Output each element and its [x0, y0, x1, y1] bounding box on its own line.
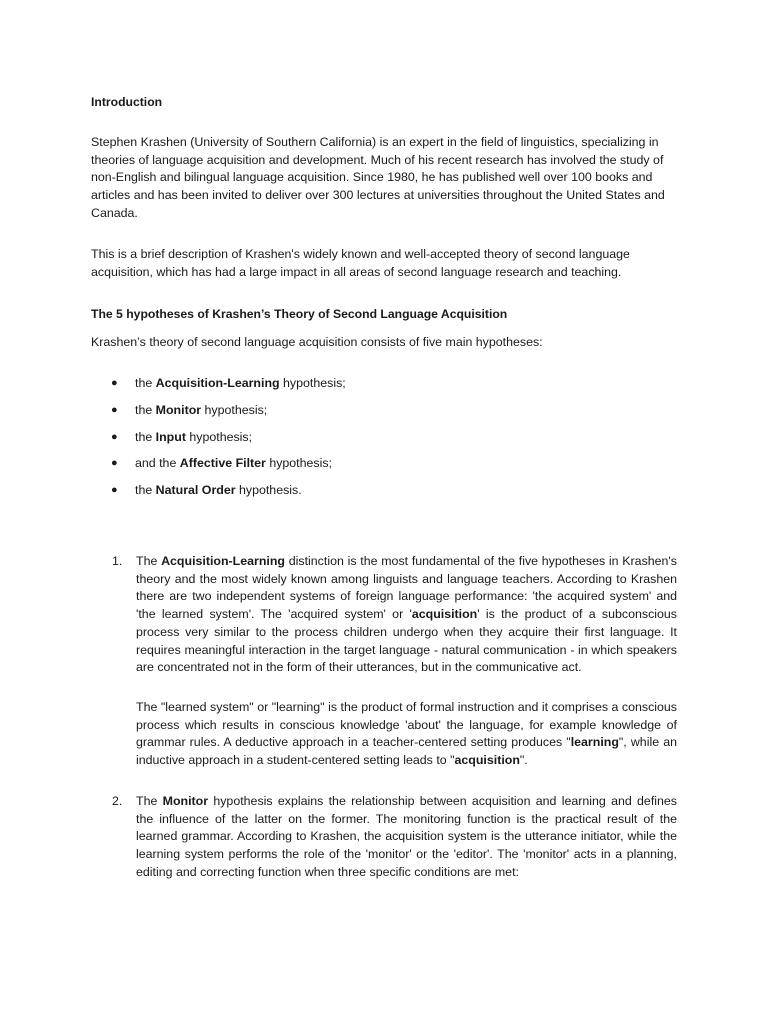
- item-bold-text: acquisition: [411, 607, 478, 622]
- item-text: ".: [519, 753, 528, 768]
- section-lead: Krashen’s theory of second language acquisition consists of five main hypotheses:: [91, 335, 543, 349]
- list-item: [91, 402, 651, 419]
- bullet-icon: ●: [111, 403, 118, 416]
- bullet-bold-text: Acquisition-Learning: [155, 376, 280, 390]
- item-number-2: 2.: [112, 794, 123, 808]
- item-text: hypothesis explains the relationship between acquisition and learning and defines the influence of the latter on the former. The monitoring function is the practical result of the learned grammar. According to Krashen, the acquisition system is the utterance initiator, while the learning system performs the role of the 'monitor' or the 'editor'. The 'monitor' acts in a planning, editing and correcting function when three specific conditions are met:: [136, 794, 677, 879]
- item-bold-text: acquisition: [454, 753, 520, 768]
- bullet-bold-text: Input: [155, 429, 186, 444]
- list-item: [91, 429, 651, 446]
- item-text: ", while an inductive approach in a student-centered setting leads to ": [136, 735, 677, 768]
- item-number-1: 1.: [112, 554, 123, 568]
- list-item: [91, 455, 651, 472]
- item-text: The: [136, 794, 163, 808]
- item-bold-text: learning: [570, 735, 619, 750]
- bullet-text: the: [135, 483, 156, 498]
- bullet-text: hypothesis.: [235, 483, 302, 498]
- item-2-paragraph: [136, 793, 677, 882]
- section-heading: The 5 hypotheses of Krashen’s Theory of Second Language Acquisition: [91, 307, 508, 321]
- bullet-icon: ●: [111, 457, 118, 470]
- item-bold-text: Monitor: [162, 794, 209, 808]
- bullet-bold-text: Natural Order: [155, 483, 236, 498]
- item-1-paragraph-1: [136, 553, 677, 677]
- bullet-bold-text: Affective Filter: [179, 456, 266, 471]
- list-item: [91, 375, 651, 392]
- bullet-icon: ●: [111, 430, 118, 443]
- intro-paragraph-2: This is a brief description of Krashen's widely known and well-accepted theory of second language acquisition, which has had a large impact in all areas of second language research and teaching.: [91, 247, 630, 279]
- intro-paragraph-1: Stephen Krashen (University of Southern California) is an expert in the field of linguistics, specializing in theories of language acquisition and development. Much of his recent research has involved the study of non-English and bilingual language acquisition. Since 1980, he has published well over 100 books and articles and has been invited to deliver over 300 lectures at universities throughout the United States and Canada.: [91, 135, 665, 220]
- bullet-icon: ●: [111, 484, 118, 497]
- bullet-text: hypothesis;: [185, 429, 253, 444]
- bullet-text: the: [135, 402, 156, 417]
- bullet-text: the: [135, 376, 156, 390]
- bullet-bold-text: Monitor: [155, 402, 202, 417]
- bullet-text: hypothesis;: [265, 456, 332, 471]
- bullet-icon: ●: [111, 377, 118, 389]
- item-text: ' is the product of a subconscious process very similar to the process children undergo when they acquire their first language. It requires meaningful interaction in the target language - natural communication - in which speakers are concentrated not in the form of their utterances, but in the communicative act.: [136, 607, 677, 675]
- item-1-paragraph-2: [136, 699, 677, 770]
- introduction-heading: Introduction: [91, 95, 163, 109]
- item-text: distinction is the most fundamental of the five hypotheses in Krashen's theory and the most widely known among linguists and language teachers. According to Krashen there are two independent systems of foreign language performance: 'the acquired system' and 'the learned system'. The 'acquired system' or ': [136, 554, 677, 622]
- bullet-text: and the: [135, 456, 180, 471]
- item-text: The: [136, 554, 162, 568]
- item-text: The "learned system" or "learning" is the product of formal instruction and it comprises a conscious process which results in conscious knowledge 'about' the language, for example knowledge of grammar rules. A deductive approach in a teacher-centered setting produces ": [136, 700, 677, 750]
- list-item: [91, 482, 651, 499]
- item-bold-text: Acquisition-Learning: [161, 554, 286, 568]
- bullet-text: hypothesis;: [279, 376, 346, 390]
- bullet-text: the: [135, 429, 156, 444]
- hypotheses-bullet-list: [91, 375, 651, 509]
- bullet-text: hypothesis;: [201, 402, 268, 417]
